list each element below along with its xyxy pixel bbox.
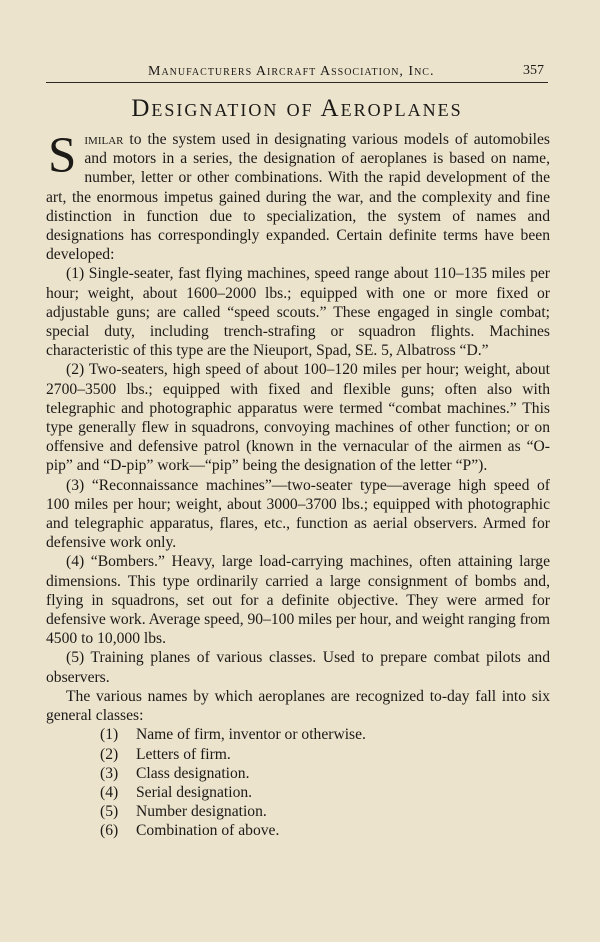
intro-paragraph <box>46 130 550 264</box>
paragraph-classes-intro: The various names by which aeroplanes are recognized to-day fall into six general classes: <box>46 687 550 725</box>
list-item <box>100 725 550 744</box>
list-item <box>100 802 550 821</box>
paragraph-5: (5) Training planes of various classes. Used to prepare combat pilots and observers. <box>46 649 550 686</box>
list-item <box>100 821 550 840</box>
list-item-text: Serial designation. <box>136 783 253 801</box>
list-item-text: Name of firm, inventor or otherwise. <box>136 726 366 744</box>
list-item-text: Letters of firm. <box>136 745 231 763</box>
running-title: Manufacturers Aircraft Association, Inc. <box>148 64 435 79</box>
list-item-number: (4) <box>100 783 119 801</box>
list-item-number: (1) <box>100 726 119 744</box>
paragraph-3: (3) “Reconnaissance machines”—two-seater type—average high speed of 100 miles per hour; weight, about 3000–3700 lbs.; equipped with photographic and telegraphic apparatus, flares, etc., function as aerial observers. Armed for defensive work only. <box>46 476 550 552</box>
paragraph-1: (1) Single-seater, fast flying machines, speed range about 110–135 miles per hour; weight, about 1600–2000 lbs.; equipped with one or more fixed or adjustable guns; are called “speed scouts.” These engaged in single combat; special duty, including trench-strafing or squadron flights. Machines characteristic of this type are the Nieuport, Spad, SE. 5, Albatross “D.” <box>46 265 550 360</box>
intro-text: to the system used in designating various models of automobiles and motors in a series, the designation of aeroplanes is based on name, number, letter or other combinations. With the rapid development of the art, the enormous impetus gained during the war, and the complexity and fine distinction in function due to specialization, the system of names and designations has correspondingly expanded. Certain definite terms have been developed: <box>46 131 550 264</box>
drop-cap: S <box>48 128 77 184</box>
list-item <box>100 764 550 783</box>
list-item-number: (5) <box>100 803 119 821</box>
paragraph-2: (2) Two-seaters, high speed of about 100–120 miles per hour; weight, about 2700–3500 lbs.; equipped with fixed and flexible guns; often also with telegraphic and photographic apparatus were termed “combat machines.” This type generally flew in squadrons, convoying machines of other function; or on offensive and defensive patrol (known in the vernacular of the airmen as “O-pip” and “D-pip” work—“pip” being the designation of the letter “P”). <box>46 361 550 475</box>
running-head <box>46 60 548 83</box>
list-item-text: Number designation. <box>136 803 267 821</box>
class-list <box>46 725 550 840</box>
page-number: 357 <box>523 63 544 78</box>
list-item-text: Combination of above. <box>136 822 280 840</box>
page-title: Designation of Aeroplanes <box>131 95 463 122</box>
list-item <box>100 745 550 764</box>
paragraph-4: (4) “Bombers.” Heavy, large load-carrying machines, often attaining large dimensions. This type ordinarily carried a large consignment of bombs and, flying in squadrons, set out for a definite objective. They were armed for defensive work. Average speed, 90–100 miles per hour, and weight ranging from 4500 to 10,000 lbs. <box>46 553 551 648</box>
list-item-number: (6) <box>100 822 119 840</box>
list-item <box>100 783 550 802</box>
article-body <box>46 130 550 841</box>
list-item-number: (3) <box>100 764 119 782</box>
list-item-text: Class designation. <box>136 764 250 782</box>
list-item-number: (2) <box>100 745 119 763</box>
lead-smallcaps: imilar <box>84 131 124 148</box>
